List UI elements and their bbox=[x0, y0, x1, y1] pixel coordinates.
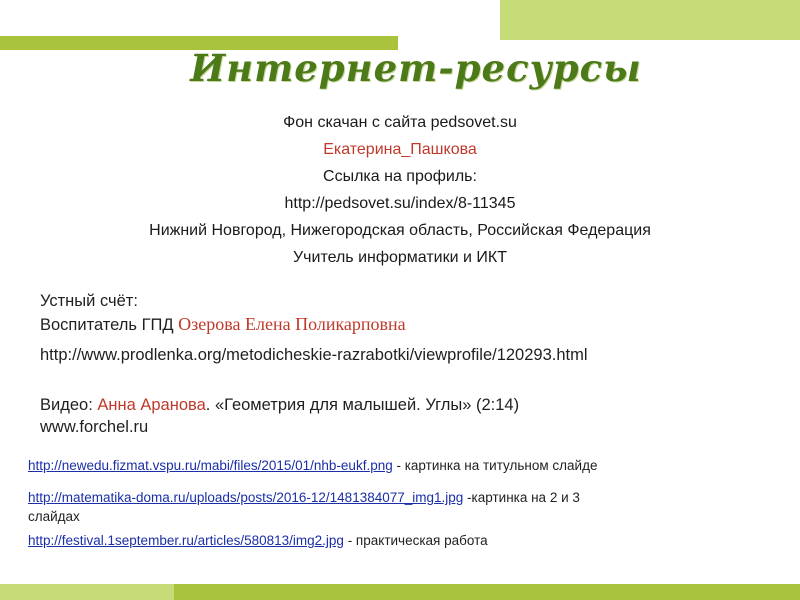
credit-line bbox=[0, 114, 800, 132]
profile-label: Ссылка на профиль: bbox=[323, 168, 477, 185]
credit-author: Екатерина_Пашкова bbox=[323, 141, 477, 158]
oral-count-role: Воспитатель ГПД bbox=[40, 316, 179, 334]
video-title: . «Геометрия для малышей. Углы» (2:14) bbox=[205, 396, 520, 414]
image-link-3-desc: - практическая работа bbox=[343, 533, 488, 548]
image-link-2[interactable]: http://matematika-doma.ru/uploads/posts/2016-12/1481384077_img1.jpg bbox=[28, 490, 464, 505]
image-link-row bbox=[28, 533, 488, 548]
author-location: Нижний Новгород, Нижегородская область, Российская Федерация bbox=[149, 222, 651, 239]
decor-bar-bottom-right bbox=[174, 584, 800, 600]
video-prefix: Видео: bbox=[40, 396, 98, 414]
author-position: Учитель информатики и ИКТ bbox=[293, 249, 507, 266]
image-link-2-desc: -картинка на 2 и 3 bbox=[463, 490, 580, 505]
image-link-1[interactable]: http://newedu.fizmat.vspu.ru/mabi/files/2015/01/nhb-eukf.png bbox=[28, 458, 393, 473]
image-link-2-desc-cont: слайдах bbox=[28, 509, 80, 524]
decor-bar-top-right bbox=[500, 0, 800, 40]
oral-count-heading: Устный счёт: bbox=[40, 292, 138, 310]
oral-count-url: http://www.prodlenka.org/metodicheskie-razrabotki/viewprofile/120293.html bbox=[40, 346, 588, 364]
image-link-row bbox=[28, 458, 597, 473]
credit-prefix: Фон скачан с сайта bbox=[283, 114, 431, 131]
image-link-3[interactable]: http://festival.1september.ru/articles/580813/img2.jpg bbox=[28, 533, 344, 548]
profile-url: http://pedsovet.su/index/8-11345 bbox=[284, 195, 516, 212]
decor-bar-bottom-left bbox=[0, 584, 180, 600]
image-link-1-desc: - картинка на титульном слайде bbox=[392, 458, 598, 473]
oral-count-author: Озерова Елена Поликарповна bbox=[178, 314, 406, 334]
image-link-row bbox=[28, 490, 580, 505]
video-site: www.forchel.ru bbox=[40, 418, 149, 436]
credit-site: pedsovet.su bbox=[430, 114, 517, 131]
video-author: Анна Аранова bbox=[97, 396, 206, 414]
oral-count-role-line bbox=[40, 314, 406, 335]
video-line bbox=[40, 396, 519, 415]
page-title: Интернет-ресурсы bbox=[190, 46, 642, 90]
